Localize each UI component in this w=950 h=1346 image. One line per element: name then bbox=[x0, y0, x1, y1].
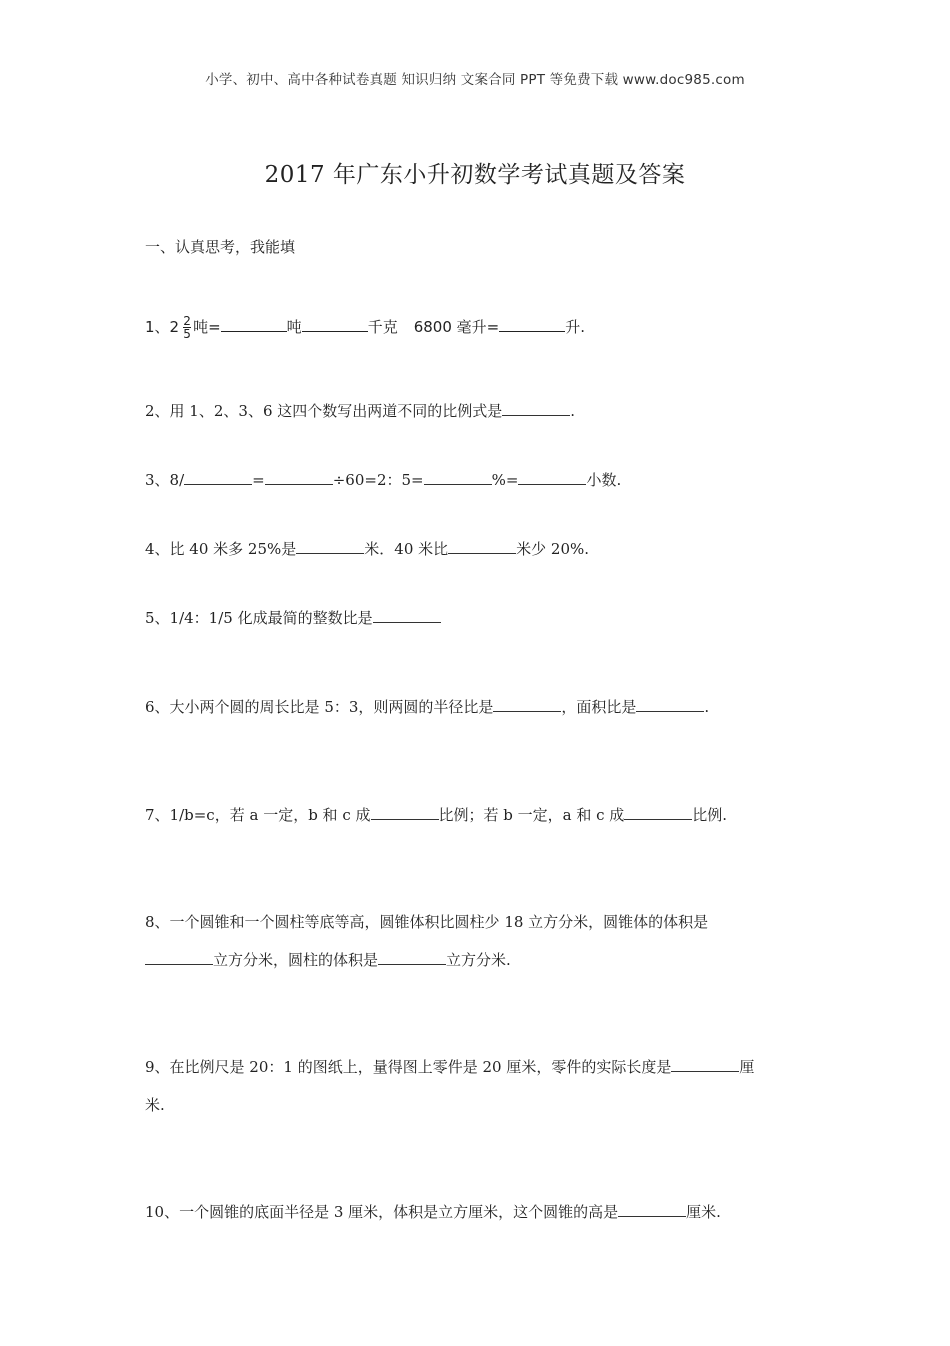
answer-blank[interactable] bbox=[184, 470, 252, 485]
answer-blank[interactable] bbox=[424, 470, 492, 485]
answer-blank[interactable] bbox=[221, 317, 287, 332]
q2-text: 2、用 1、2、3、6 这四个数写出两道不同的比例式是 bbox=[145, 402, 503, 420]
answer-blank[interactable] bbox=[145, 950, 213, 965]
question-9-line-2 bbox=[145, 1094, 165, 1115]
question-7 bbox=[145, 804, 727, 825]
answer-blank[interactable] bbox=[618, 1202, 686, 1217]
q4-text-a: 4、比 40 米多 25%是 bbox=[145, 540, 297, 558]
question-6 bbox=[145, 696, 709, 717]
answer-blank[interactable] bbox=[636, 697, 704, 712]
q1-prefix: 1、2 bbox=[145, 318, 180, 336]
question-8-line-1 bbox=[145, 911, 708, 932]
q6-text-c: . bbox=[704, 698, 710, 716]
answer-blank[interactable] bbox=[302, 317, 368, 332]
q9-text-c: 米. bbox=[145, 1096, 165, 1114]
answer-blank[interactable] bbox=[493, 697, 561, 712]
q8-text-a: 8、一个圆锥和一个圆柱等底等高，圆锥体积比圆柱少 18 立方分米，圆锥体的体积是 bbox=[145, 913, 709, 931]
answer-blank[interactable] bbox=[518, 470, 586, 485]
q7-text-a: 7、1/b=c，若 a 一定，b 和 c 成 bbox=[145, 806, 371, 824]
site-header: 小学、初中、高中各种试卷真题 知识归纳 文案合同 PPT 等免费下载 www.doc985.com bbox=[205, 72, 745, 88]
answer-blank[interactable] bbox=[371, 805, 439, 820]
page-title: 2017 年广东小升初数学考试真题及答案 bbox=[264, 162, 686, 188]
question-4 bbox=[145, 538, 589, 559]
q4-text-b: 米．40 米比 bbox=[364, 540, 449, 558]
q6-text-a: 6、大小两个圆的周长比是 5：3，则两圆的半径比是 bbox=[145, 698, 494, 716]
answer-blank[interactable] bbox=[373, 608, 441, 623]
q5-text-a: 5、1/4：1/5 化成最简的整数比是 bbox=[145, 609, 373, 627]
q10-text-a: 10、一个圆锥的底面半径是 3 厘米，体积是立方厘米，这个圆锥的高是 bbox=[145, 1203, 619, 1221]
section-heading: 一、认真思考，我能填 bbox=[145, 238, 296, 256]
q1-text-3: 千克 bbox=[367, 318, 398, 336]
question-9-line-1 bbox=[145, 1056, 754, 1077]
question-5 bbox=[145, 607, 441, 628]
q1-text-5: 升. bbox=[565, 318, 585, 336]
question-1 bbox=[145, 315, 585, 340]
answer-blank[interactable] bbox=[502, 401, 570, 416]
q3-text-b: = bbox=[252, 471, 265, 489]
fraction-numerator: 2 bbox=[183, 314, 191, 328]
q7-text-b: 比例；若 b 一定，a 和 c 成 bbox=[438, 806, 625, 824]
q4-text-c: 米少 20%. bbox=[516, 540, 590, 558]
question-2 bbox=[145, 400, 575, 421]
q1-text-4: 6800 毫升= bbox=[413, 318, 500, 336]
answer-blank[interactable] bbox=[624, 805, 692, 820]
answer-blank[interactable] bbox=[499, 317, 565, 332]
question-10 bbox=[145, 1201, 721, 1222]
q1-text-1: 吨= bbox=[193, 318, 221, 336]
question-3 bbox=[145, 469, 621, 490]
answer-blank[interactable] bbox=[378, 950, 446, 965]
q9-text-a: 9、在比例尺是 20：1 的图纸上，量得图上零件是 20 厘米，零件的实际长度是 bbox=[145, 1058, 672, 1076]
q1-text-2: 吨 bbox=[286, 318, 302, 336]
answer-blank[interactable] bbox=[671, 1057, 739, 1072]
q6-text-b: ，面积比是 bbox=[561, 698, 637, 716]
answer-blank[interactable] bbox=[265, 470, 333, 485]
q2-end: . bbox=[570, 402, 576, 420]
q3-text-d: %= bbox=[491, 471, 519, 489]
fraction-denominator: 5 bbox=[183, 327, 191, 341]
q3-text-a: 3、8/ bbox=[145, 471, 185, 489]
q3-text-c: ÷60=2：5= bbox=[332, 471, 424, 489]
answer-blank[interactable] bbox=[296, 539, 364, 554]
answer-blank[interactable] bbox=[448, 539, 516, 554]
q10-text-b: 厘米. bbox=[686, 1203, 721, 1221]
q3-text-e: 小数. bbox=[586, 471, 622, 489]
fraction bbox=[183, 315, 191, 340]
q8-text-b: 立方分米，圆柱的体积是 bbox=[213, 951, 379, 969]
question-8-line-2 bbox=[145, 949, 511, 970]
q8-text-c: 立方分米. bbox=[446, 951, 511, 969]
q7-text-c: 比例. bbox=[692, 806, 728, 824]
q9-text-b: 厘 bbox=[739, 1058, 755, 1076]
